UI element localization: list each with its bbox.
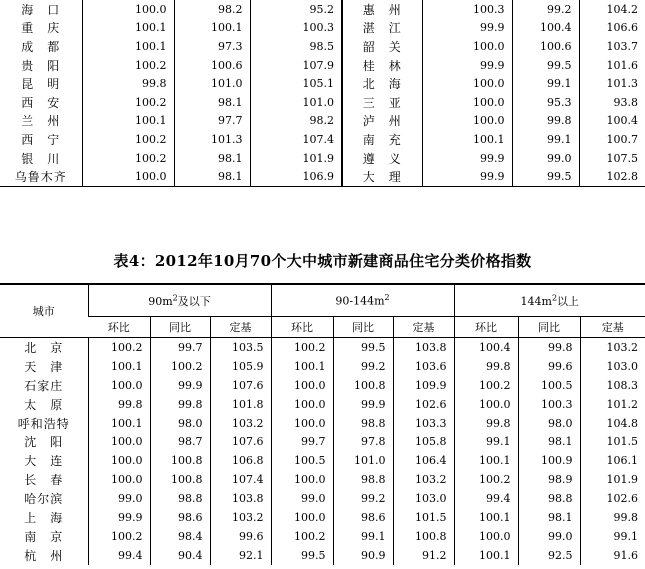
index-value: 95.2	[250, 0, 342, 19]
index-value: 103.3	[393, 414, 454, 433]
index-value: 105.1	[250, 74, 342, 93]
index-value: 99.7	[150, 338, 210, 357]
index-value: 103.2	[210, 414, 271, 433]
index-value: 101.0	[250, 93, 342, 112]
table-row	[0, 414, 645, 433]
index-value: 100.2	[88, 338, 150, 357]
city-name: 北 海	[342, 74, 422, 93]
city-name: 大 连	[24, 454, 64, 469]
index-value: 100.3	[518, 395, 580, 414]
index-value: 99.8	[512, 112, 579, 131]
index-value: 99.0	[271, 489, 333, 508]
index-value: 100.2	[271, 527, 333, 546]
index-value: 99.8	[88, 395, 150, 414]
index-value: 98.8	[518, 489, 580, 508]
index-value: 99.9	[422, 167, 512, 186]
index-value: 100.1	[454, 508, 518, 527]
table-row	[0, 376, 645, 395]
sub-header-base: 定基	[580, 317, 645, 338]
city-header: 城市	[0, 284, 88, 338]
group-header-2-pre: 90-144m	[335, 294, 385, 308]
index-value: 101.0	[333, 451, 393, 470]
index-value: 100.0	[271, 508, 333, 527]
index-value: 101.6	[579, 56, 645, 75]
index-value: 100.6	[512, 37, 579, 56]
index-value: 103.0	[580, 357, 645, 376]
index-value: 105.9	[210, 357, 271, 376]
city-name: 哈尔滨	[24, 492, 64, 507]
group-header-1-pre: 90m	[148, 294, 173, 308]
index-value: 93.8	[579, 93, 645, 112]
group-header-1-sup: 2	[172, 292, 178, 302]
index-value: 100.1	[82, 37, 174, 56]
table-row	[0, 508, 645, 527]
city-name: 杭 州	[24, 548, 64, 563]
sub-header-yoy: 同比	[333, 317, 393, 338]
index-value: 107.4	[210, 470, 271, 489]
index-value: 91.2	[393, 546, 454, 565]
index-value: 103.8	[210, 489, 271, 508]
table-row	[0, 489, 645, 508]
index-value: 99.0	[88, 489, 150, 508]
index-value: 100.3	[422, 0, 512, 19]
index-value: 100.1	[174, 19, 250, 38]
city-name: 重 庆	[21, 21, 61, 36]
index-value: 98.4	[150, 527, 210, 546]
index-value: 97.3	[174, 37, 250, 56]
city-name: 大 理	[342, 167, 422, 186]
index-value: 100.7	[579, 130, 645, 149]
index-value: 98.9	[518, 470, 580, 489]
index-value: 98.7	[150, 432, 210, 451]
index-value: 100.0	[422, 112, 512, 131]
index-value: 99.8	[454, 414, 518, 433]
index-value: 105.8	[393, 432, 454, 451]
sub-header-base: 定基	[393, 317, 454, 338]
index-value: 99.5	[333, 338, 393, 357]
index-value: 100.0	[88, 470, 150, 489]
index-value: 99.4	[454, 489, 518, 508]
city-name: 上 海	[24, 510, 64, 525]
index-value: 100.8	[150, 470, 210, 489]
index-value: 100.1	[82, 112, 174, 131]
city-name: 南 京	[24, 529, 64, 544]
table4-body	[0, 338, 645, 565]
index-value: 99.7	[271, 432, 333, 451]
index-value: 104.8	[580, 414, 645, 433]
city-name: 天 津	[24, 359, 64, 374]
table-row	[0, 130, 645, 149]
index-value: 102.6	[393, 395, 454, 414]
index-value: 103.8	[393, 338, 454, 357]
city-name: 昆 明	[21, 77, 61, 92]
index-value: 99.5	[271, 546, 333, 565]
table-row	[0, 357, 645, 376]
index-value: 100.9	[518, 451, 580, 470]
group-header-3	[454, 284, 645, 317]
index-value: 99.9	[150, 376, 210, 395]
index-value: 99.2	[333, 357, 393, 376]
city-name: 成 都	[21, 39, 61, 54]
index-value: 103.2	[393, 470, 454, 489]
index-value: 100.5	[518, 376, 580, 395]
index-value: 100.0	[422, 93, 512, 112]
index-value: 101.2	[580, 395, 645, 414]
index-value: 106.1	[580, 451, 645, 470]
table-row	[0, 470, 645, 489]
index-value: 100.0	[454, 395, 518, 414]
index-value: 99.2	[333, 489, 393, 508]
top-table-body	[0, 0, 645, 186]
sub-header-mom: 环比	[454, 317, 518, 338]
index-value: 102.8	[579, 167, 645, 186]
index-value: 100.2	[454, 470, 518, 489]
sub-header-yoy: 同比	[518, 317, 580, 338]
index-value: 97.7	[174, 112, 250, 131]
table-row	[0, 0, 645, 19]
index-value: 99.9	[422, 19, 512, 38]
index-value: 100.0	[88, 432, 150, 451]
table-row	[0, 338, 645, 357]
index-value: 100.4	[454, 338, 518, 357]
index-value: 99.8	[82, 74, 174, 93]
index-value: 92.5	[518, 546, 580, 565]
index-value: 100.8	[333, 376, 393, 395]
city-name: 石家庄	[24, 378, 64, 393]
index-value: 100.0	[88, 376, 150, 395]
index-value: 107.6	[210, 432, 271, 451]
city-name: 北 京	[24, 340, 64, 355]
index-value: 98.2	[250, 112, 342, 131]
index-value: 100.8	[393, 527, 454, 546]
index-value: 99.9	[333, 395, 393, 414]
index-value: 91.6	[580, 546, 645, 565]
city-name: 西 宁	[21, 132, 61, 147]
city-name: 泸 州	[342, 112, 422, 131]
index-value: 95.3	[512, 93, 579, 112]
index-value: 100.0	[271, 470, 333, 489]
index-value: 100.8	[150, 451, 210, 470]
index-value: 99.1	[580, 527, 645, 546]
index-value: 100.2	[271, 338, 333, 357]
index-value: 100.1	[88, 414, 150, 433]
index-value: 101.0	[174, 74, 250, 93]
index-value: 100.2	[82, 149, 174, 168]
index-value: 100.1	[88, 357, 150, 376]
index-value: 100.4	[579, 112, 645, 131]
index-value: 103.0	[393, 489, 454, 508]
index-value: 100.2	[88, 527, 150, 546]
index-value: 100.0	[454, 527, 518, 546]
index-value: 99.6	[210, 527, 271, 546]
index-value: 90.4	[150, 546, 210, 565]
index-value: 98.1	[174, 149, 250, 168]
index-value: 99.8	[580, 508, 645, 527]
city-name: 三 亚	[342, 93, 422, 112]
table-row	[0, 93, 645, 112]
index-value: 100.0	[82, 0, 174, 19]
table-row	[0, 546, 645, 565]
index-value: 98.5	[250, 37, 342, 56]
index-value: 103.6	[393, 357, 454, 376]
index-value: 100.6	[174, 56, 250, 75]
index-value: 99.2	[512, 0, 579, 19]
index-value: 106.4	[393, 451, 454, 470]
group-header-1	[88, 284, 271, 317]
index-value: 104.2	[579, 0, 645, 19]
city-name: 南 充	[342, 130, 422, 149]
group-header-3-sup: 2	[551, 292, 558, 302]
index-value: 102.6	[580, 489, 645, 508]
index-value: 98.1	[174, 167, 250, 186]
table-row	[0, 395, 645, 414]
index-value: 101.9	[580, 470, 645, 489]
index-value: 99.5	[512, 167, 579, 186]
index-value: 98.1	[174, 93, 250, 112]
index-value: 98.0	[150, 414, 210, 433]
index-value: 106.8	[210, 451, 271, 470]
city-name: 遵 义	[342, 149, 422, 168]
index-value: 98.6	[150, 508, 210, 527]
index-value: 98.2	[174, 0, 250, 19]
sub-header-mom: 环比	[88, 317, 150, 338]
index-value: 98.8	[150, 489, 210, 508]
index-value: 100.2	[82, 93, 174, 112]
index-value: 100.0	[82, 167, 174, 186]
group-header-1-post: 及以下	[177, 294, 211, 308]
index-value: 98.6	[333, 508, 393, 527]
index-value: 100.1	[454, 451, 518, 470]
table-row	[0, 149, 645, 168]
city-name: 乌鲁木齐	[14, 170, 67, 185]
index-value: 107.6	[210, 376, 271, 395]
index-value: 100.4	[512, 19, 579, 38]
index-value: 98.1	[518, 508, 580, 527]
index-value: 99.0	[512, 149, 579, 168]
index-value: 99.1	[512, 74, 579, 93]
index-value: 100.3	[250, 19, 342, 38]
table-row	[0, 432, 645, 451]
table4-title: 表4：2012年10月70个大中城市新建商品住宅分类价格指数	[113, 252, 532, 270]
index-value: 100.1	[82, 19, 174, 38]
sub-header-base: 定基	[210, 317, 271, 338]
index-value: 101.5	[580, 432, 645, 451]
index-value: 99.1	[333, 527, 393, 546]
index-value: 99.9	[422, 149, 512, 168]
index-value: 101.3	[579, 74, 645, 93]
index-value: 100.1	[454, 546, 518, 565]
sub-header-mom: 环比	[271, 317, 333, 338]
index-value: 101.3	[174, 130, 250, 149]
city-name: 呼和浩特	[17, 416, 70, 431]
sub-header-yoy: 同比	[150, 317, 210, 338]
index-value: 99.4	[88, 546, 150, 565]
city-name: 银 川	[21, 151, 61, 166]
table-row	[0, 167, 645, 186]
index-value: 99.9	[422, 56, 512, 75]
city-name: 长 春	[24, 473, 64, 488]
index-value: 100.2	[82, 130, 174, 149]
index-value: 100.1	[271, 357, 333, 376]
city-name: 西 安	[21, 95, 61, 110]
index-value: 99.1	[512, 130, 579, 149]
index-value: 109.9	[393, 376, 454, 395]
index-value: 100.2	[454, 376, 518, 395]
city-name: 韶 关	[342, 37, 422, 56]
index-value: 99.9	[88, 508, 150, 527]
city-name: 太 原	[24, 397, 64, 412]
city-name: 桂 林	[342, 56, 422, 75]
table-row	[0, 37, 645, 56]
table-row	[0, 451, 645, 470]
table-row	[0, 74, 645, 93]
index-value: 100.0	[422, 74, 512, 93]
group-header-3-post: 以上	[557, 294, 580, 308]
city-name: 惠 州	[342, 0, 422, 19]
index-value: 103.7	[579, 37, 645, 56]
index-value: 98.0	[518, 414, 580, 433]
table-row	[0, 112, 645, 131]
index-value: 99.8	[454, 357, 518, 376]
index-value: 98.8	[333, 470, 393, 489]
sub-header-row	[0, 317, 645, 338]
index-value: 99.8	[518, 338, 580, 357]
index-value: 100.1	[422, 130, 512, 149]
index-value: 100.2	[82, 56, 174, 75]
index-value: 107.4	[250, 130, 342, 149]
index-value: 100.2	[150, 357, 210, 376]
index-value: 100.0	[271, 414, 333, 433]
top-price-table	[0, 0, 645, 187]
city-name: 贵 阳	[21, 58, 61, 73]
city-name: 沈 阳	[24, 435, 64, 450]
index-value: 103.5	[210, 338, 271, 357]
table-row	[0, 19, 645, 38]
index-value: 100.0	[88, 451, 150, 470]
city-name: 湛 江	[342, 19, 422, 38]
index-value: 99.5	[512, 56, 579, 75]
index-value: 101.9	[250, 149, 342, 168]
index-value: 97.8	[333, 432, 393, 451]
table4	[0, 283, 645, 565]
index-value: 98.1	[518, 432, 580, 451]
index-value: 106.6	[579, 19, 645, 38]
city-name: 兰 州	[21, 114, 61, 129]
table-row	[0, 56, 645, 75]
index-value: 106.9	[250, 167, 342, 186]
group-header-3-pre: 144m	[520, 294, 552, 308]
group-header-2	[271, 284, 454, 317]
index-value: 101.5	[393, 508, 454, 527]
index-value: 99.1	[454, 432, 518, 451]
index-value: 99.8	[150, 395, 210, 414]
index-value: 107.5	[579, 149, 645, 168]
index-value: 108.3	[580, 376, 645, 395]
index-value: 99.6	[518, 357, 580, 376]
index-value: 100.5	[271, 451, 333, 470]
index-value: 101.8	[210, 395, 271, 414]
index-value: 100.0	[422, 37, 512, 56]
index-value: 100.0	[271, 395, 333, 414]
group-header-2-sup: 2	[384, 293, 390, 303]
table-row	[0, 527, 645, 546]
index-value: 98.8	[333, 414, 393, 433]
index-value: 107.9	[250, 56, 342, 75]
city-name: 海 口	[21, 2, 61, 17]
index-value: 99.0	[518, 527, 580, 546]
index-value: 103.2	[580, 338, 645, 357]
index-value: 92.1	[210, 546, 271, 565]
index-value: 100.0	[271, 376, 333, 395]
index-value: 103.2	[210, 508, 271, 527]
index-value: 90.9	[333, 546, 393, 565]
